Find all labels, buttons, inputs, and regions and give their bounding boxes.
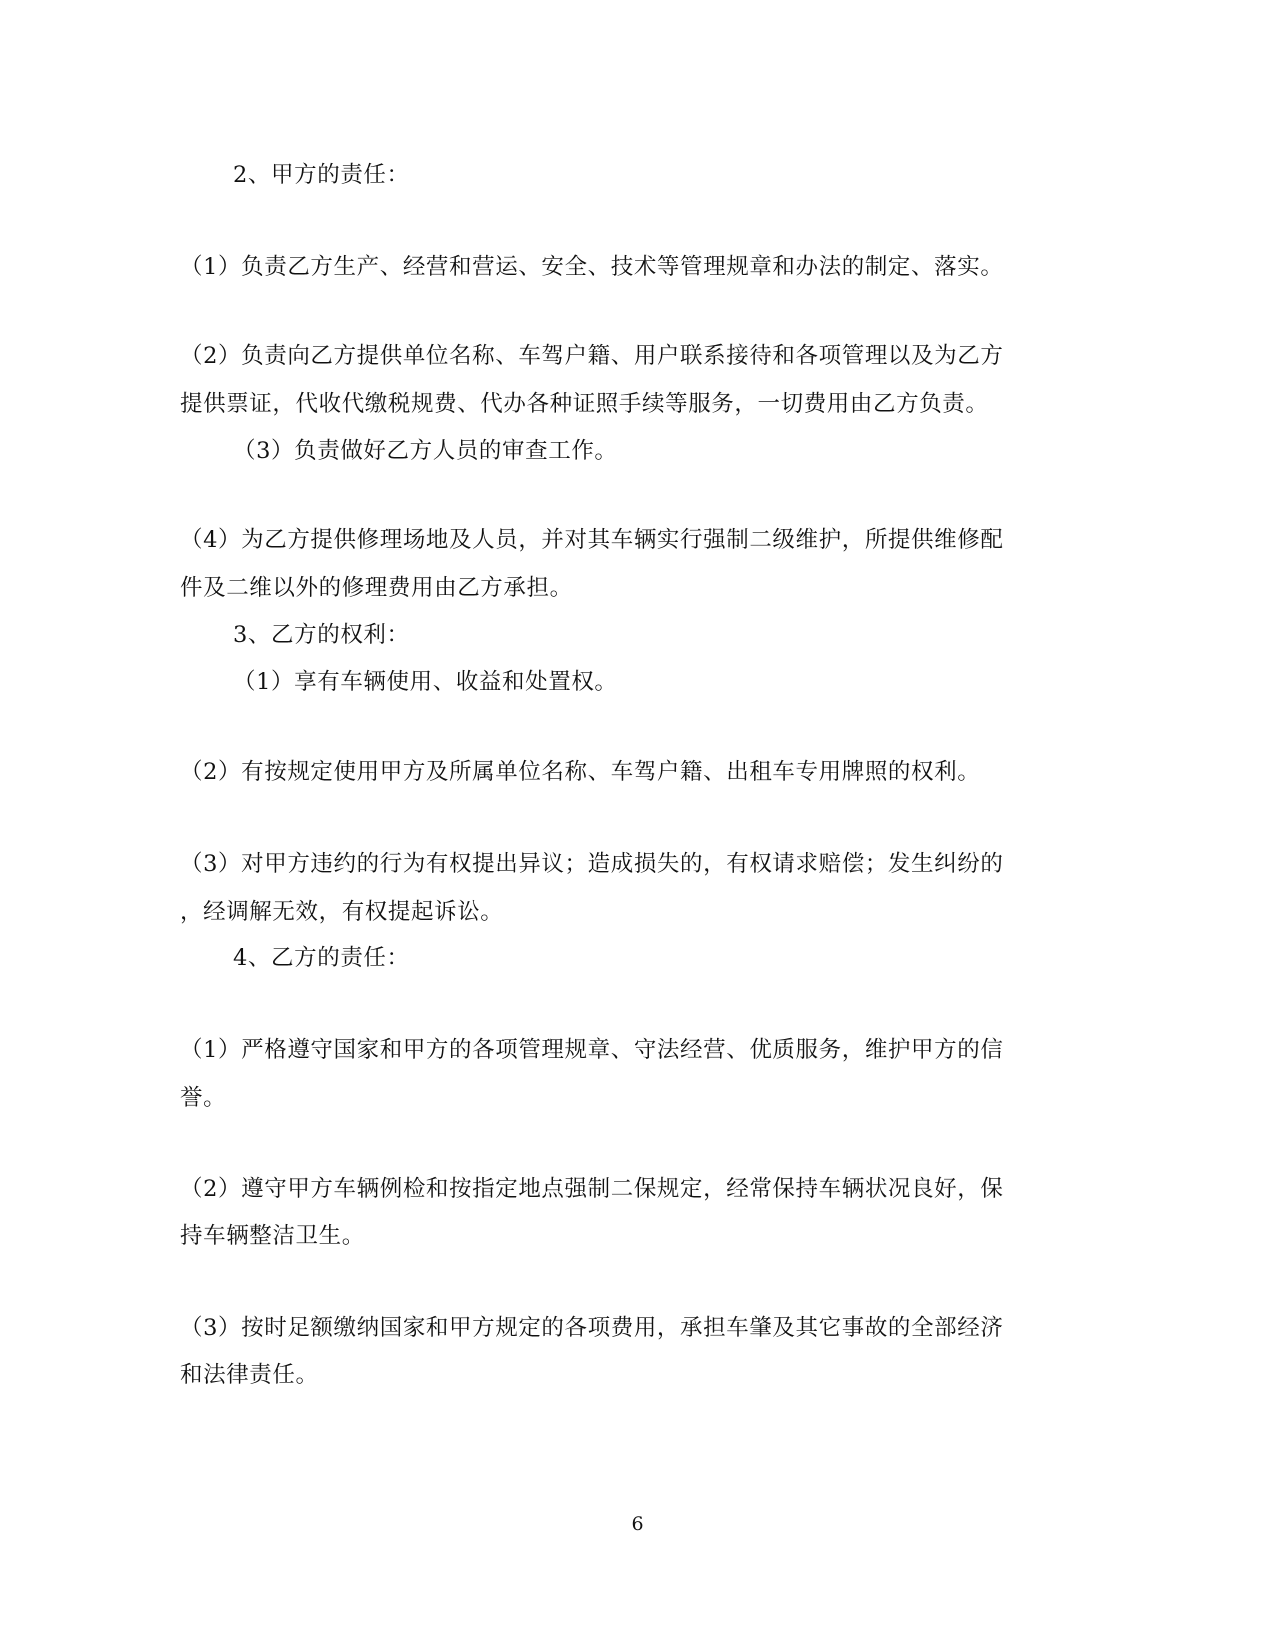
paragraph-line: （3）负责做好乙方人员的审查工作。 [233, 438, 618, 464]
paragraph-line: （4）为乙方提供修理场地及人员，并对其车辆实行强制二级维护，所提供维修配 [180, 527, 1004, 553]
paragraph-line: （2）有按规定使用甲方及所属单位名称、车驾户籍、出租车专用牌照的权利。 [180, 759, 981, 785]
paragraph-line: 持车辆整洁卫生。 [180, 1223, 365, 1249]
paragraph-line: ，经调解无效，有权提起诉讼。 [180, 899, 504, 925]
paragraph-line: 誉。 [180, 1085, 227, 1111]
paragraph-line: （3）按时足额缴纳国家和甲方规定的各项费用，承担车肇及其它事故的全部经济 [180, 1315, 1004, 1341]
page-number: 6 [631, 1513, 644, 1535]
paragraph-line: （2）负责向乙方提供单位名称、车驾户籍、用户联系接待和各项管理以及为乙方 [180, 343, 1004, 369]
paragraph-line: 和法律责任。 [180, 1362, 319, 1388]
paragraph-line: 件及二维以外的修理费用由乙方承担。 [180, 575, 573, 601]
paragraph-line: （2）遵守甲方车辆例检和按指定地点强制二保规定，经常保持车辆状况良好，保 [180, 1176, 1004, 1202]
paragraph-line: （1）负责乙方生产、经营和营运、安全、技术等管理规章和办法的制定、落实。 [180, 254, 1004, 280]
paragraph-line: （1）享有车辆使用、收益和处置权。 [233, 669, 618, 695]
section-heading: 3、乙方的权利： [233, 622, 410, 648]
paragraph-line: （3）对甲方违约的行为有权提出异议；造成损失的，有权请求赔偿；发生纠纷的 [180, 851, 1004, 877]
section-heading: 2、甲方的责任： [233, 162, 410, 188]
paragraph-line: （1）严格遵守国家和甲方的各项管理规章、守法经营、优质服务，维护甲方的信 [180, 1037, 1004, 1063]
section-heading: 4、乙方的责任： [233, 945, 410, 971]
paragraph-line: 提供票证，代收代缴税规费、代办各种证照手续等服务，一切费用由乙方负责。 [180, 391, 989, 417]
